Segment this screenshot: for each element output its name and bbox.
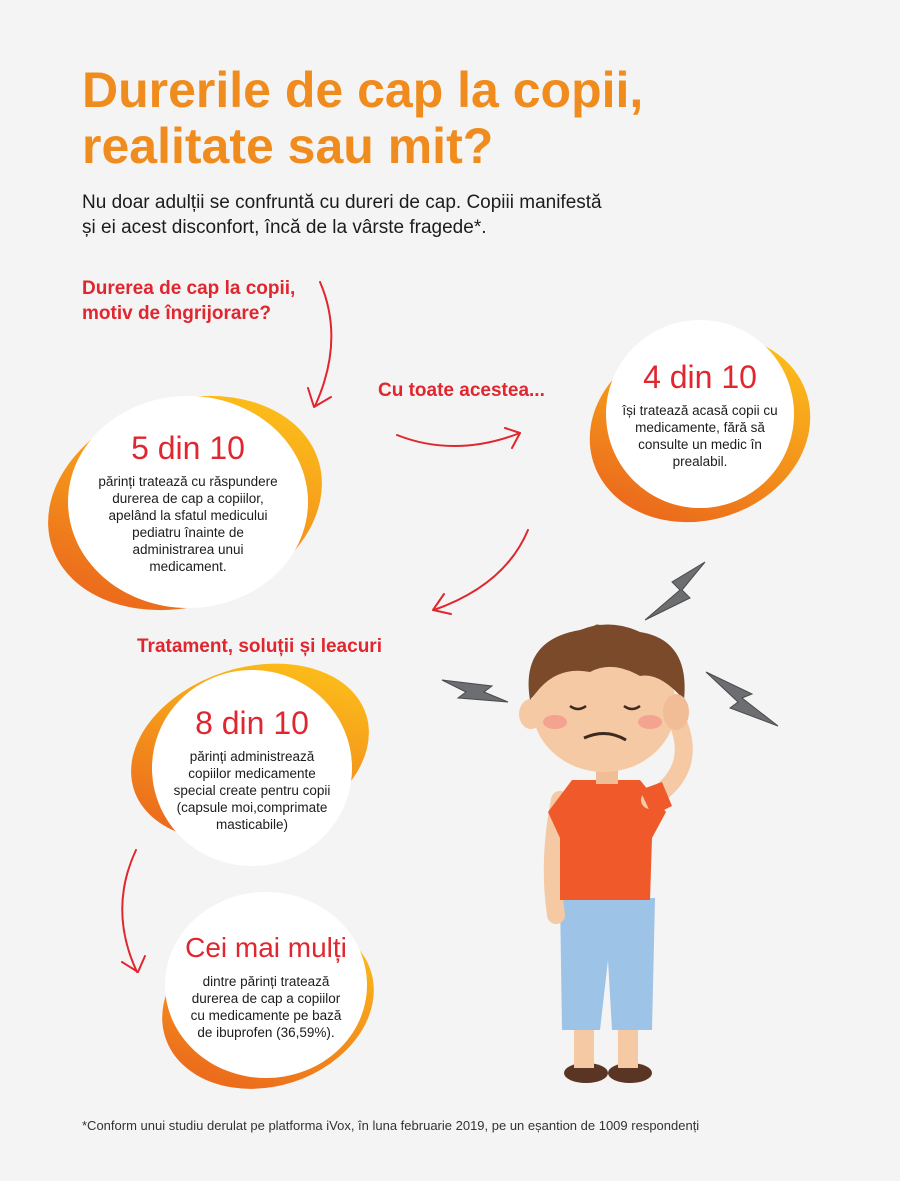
stat-2-line-4: prealabil.: [672, 454, 728, 469]
stat-4-line-2: durerea de cap a copiilor: [191, 991, 341, 1006]
footnote: *Conform unui studiu derulat pe platforma iVox, în luna februarie 2019, pe un eșantion de 1009 respondenți: [82, 1118, 700, 1133]
stat-1-line-6: medicament.: [149, 559, 227, 574]
stat-2-value: 4 din 10: [643, 359, 757, 395]
section-concern-line-2: motiv de îngrijorare?: [82, 303, 271, 324]
arrow-3-icon: [434, 530, 528, 610]
lightning-bolt-icon: [645, 562, 705, 620]
stat-1-line-3: apelând la sfatul medicului: [108, 508, 268, 523]
stat-2-line-2: medicamente, fără să: [635, 420, 765, 435]
stat-4-line-3: cu medicamente pe bază: [190, 1008, 342, 1023]
stat-3-line-5: masticabile): [215, 816, 289, 832]
section-however-label: Cu toate acestea...: [378, 380, 545, 401]
stat-4-line-4: de ibuprofen (36,59%).: [197, 1025, 335, 1040]
intro-line-2: și ei acest disconfort, încă de la vârste fragede*.: [82, 217, 487, 238]
stat-4-value: Cei mai mulți: [185, 932, 347, 963]
intro-line-1: Nu doar adulții se confruntă cu dureri de cap. Copiii manifestă: [82, 192, 602, 213]
stat-4-line-1: dintre părinți tratează: [202, 974, 330, 989]
boy-with-headache-illustration: [519, 624, 689, 1083]
title-line-1: Durerile de cap la copii,: [82, 62, 644, 118]
stat-3-line-3: special create pentru copii: [173, 782, 331, 798]
stat-1-line-2: durerea de cap a copiilor,: [112, 491, 264, 506]
stat-3-line-2: copiilor medicamente: [188, 765, 316, 781]
stat-1-value: 5 din 10: [131, 430, 245, 466]
lightning-bolt-icon: [706, 672, 778, 726]
lightning-bolt-icon: [442, 680, 508, 702]
title-line-2: realitate sau mit?: [82, 118, 494, 174]
arrow-2-icon: [397, 433, 520, 446]
stat-3-line-4: (capsule moi,comprimate: [176, 799, 328, 815]
stat-2-line-1: își tratează acasă copii cu: [622, 403, 778, 418]
stat-1-line-4: pediatru înainte de: [132, 525, 244, 540]
section-treatment-label: Tratament, soluții și leacuri: [137, 636, 382, 657]
stat-3-value: 8 din 10: [195, 704, 309, 741]
arrow-1-icon: [315, 282, 331, 406]
stat-1-line-1: părinți tratează cu răspundere: [98, 474, 278, 489]
stat-1-line-5: administrarea unui: [132, 542, 244, 557]
stat-3-line-1: părinți administrează: [189, 748, 315, 764]
stat-2-line-3: consulte un medic în: [638, 437, 762, 452]
section-concern-line-1: Durerea de cap la copii,: [82, 278, 296, 299]
arrow-4-icon: [122, 850, 137, 972]
